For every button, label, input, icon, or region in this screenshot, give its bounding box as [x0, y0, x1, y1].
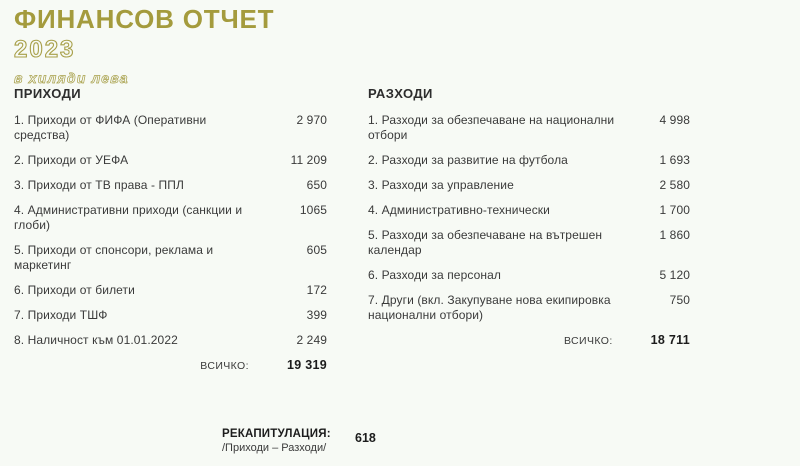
- expenses-item-value: 1 693: [659, 153, 690, 167]
- recap-label: РЕКАПИТУЛАЦИЯ:: [222, 428, 331, 440]
- income-total-value: 19 319: [286, 358, 327, 372]
- expenses-item-label: 4. Административно-технически: [368, 203, 550, 217]
- recap-section: [222, 428, 331, 454]
- expenses-column: [368, 86, 690, 347]
- expenses-item-label: 1. Разходи за обезпечаване на национални отбори: [368, 113, 615, 142]
- income-item-label: 5. Приходи от спонсори, реклама и маркетинг: [14, 243, 214, 272]
- income-item-value: 11 209: [290, 153, 327, 167]
- expenses-item-label: 5. Разходи за обезпечаване на вътрешен календар: [368, 228, 603, 257]
- income-row: [14, 153, 327, 168]
- expenses-header: РАЗХОДИ: [368, 86, 433, 101]
- income-item-label: 8. Наличност към 01.01.2022: [14, 333, 178, 347]
- expenses-row: [368, 203, 690, 218]
- recap-value: 618: [355, 431, 376, 445]
- income-column: [14, 86, 327, 372]
- income-row: [14, 243, 327, 273]
- expenses-item-value: 4 998: [659, 113, 690, 127]
- income-item-value: 1065: [299, 203, 327, 217]
- expenses-item-value: 1 700: [659, 203, 690, 217]
- expenses-row: [368, 293, 690, 323]
- income-item-label: 7. Приходи ТШФ: [14, 308, 108, 322]
- expenses-row: [368, 268, 690, 283]
- expenses-total-label: ВСИЧКО:: [563, 335, 613, 347]
- expenses-item-label: 6. Разходи за персонал: [368, 268, 501, 282]
- income-item-value: 399: [306, 308, 327, 322]
- expenses-row: [368, 178, 690, 193]
- income-item-label: 1. Приходи от ФИФА (Оперативни средства): [14, 113, 207, 142]
- income-item-value: 2 970: [296, 113, 327, 127]
- expenses-item-value: 2 580: [659, 178, 690, 192]
- income-item-label: 3. Приходи от ТВ права - ППЛ: [14, 178, 184, 192]
- income-row: [14, 203, 327, 233]
- income-item-label: 6. Приходи от билети: [14, 283, 135, 297]
- income-total-label: ВСИЧКО:: [200, 360, 249, 372]
- report-subtitle: в хиляди лева: [14, 70, 129, 86]
- income-row: [14, 283, 327, 298]
- income-item-value: 605: [306, 243, 327, 257]
- income-item-value: 172: [306, 283, 327, 297]
- title-block: [14, 4, 274, 86]
- expenses-item-label: 3. Разходи за управление: [368, 178, 514, 192]
- income-item-value: 2 249: [296, 333, 327, 347]
- expenses-item-label: 2. Разходи за развитие на футбола: [368, 153, 568, 167]
- expenses-row: [368, 113, 690, 143]
- income-item-value: 650: [306, 178, 327, 192]
- income-row: [14, 333, 327, 348]
- expenses-row: [368, 228, 690, 258]
- income-row: [14, 308, 327, 323]
- recap-sublabel: /Приходи – Разходи/: [222, 442, 327, 454]
- income-item-label: 4. Административни приходи (санкции и глоби): [14, 203, 243, 232]
- expenses-total-value: 18 711: [650, 333, 690, 347]
- income-row: [14, 178, 327, 193]
- income-row: [14, 113, 327, 143]
- expenses-item-value: 5 120: [659, 268, 690, 282]
- income-item-label: 2. Приходи от УЕФА: [14, 153, 129, 167]
- expenses-item-value: 750: [669, 293, 690, 307]
- income-header: ПРИХОДИ: [14, 86, 82, 101]
- report-year: 2023: [14, 36, 76, 63]
- expenses-total-row: [368, 333, 690, 347]
- report-title: ФИНАНСОВ ОТЧЕТ: [14, 4, 275, 34]
- income-total-row: [14, 358, 327, 372]
- expenses-item-value: 1 860: [659, 228, 690, 242]
- expenses-row: [368, 153, 690, 168]
- expenses-item-label: 7. Други (вкл. Закупуване нова екипировка национални отбори): [368, 293, 611, 322]
